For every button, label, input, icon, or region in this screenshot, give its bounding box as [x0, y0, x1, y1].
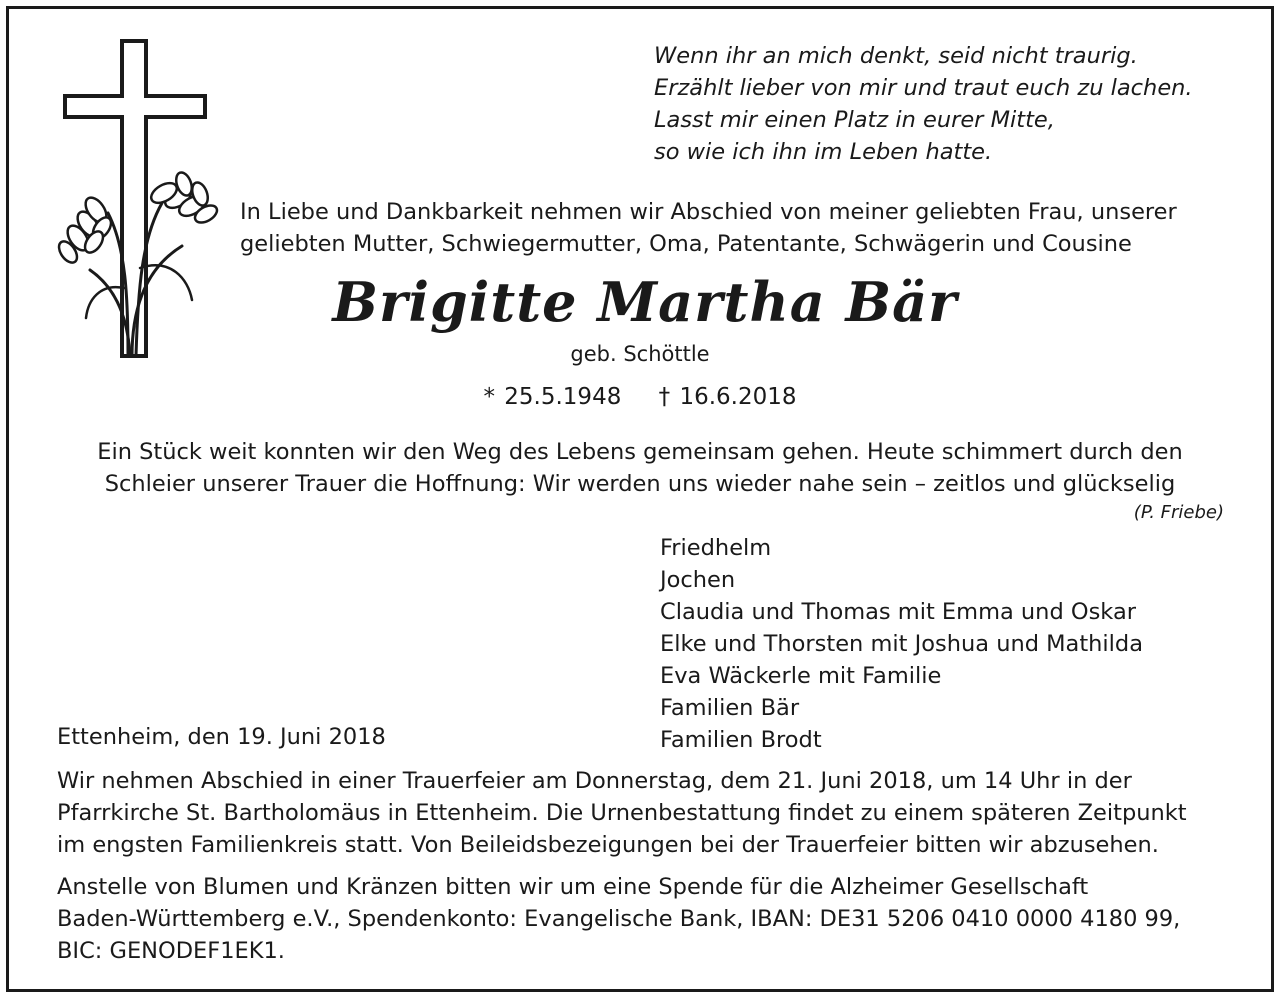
- service-line: im engsten Familienkreis statt. Von Beileidsbezeigungen bei der Trauerfeier bitten wir abzusehen.: [57, 832, 1159, 858]
- mourner: Jochen: [660, 567, 736, 593]
- poem: [654, 40, 1193, 168]
- mourner: Elke und Thorsten mit Joshua und Mathilda: [660, 631, 1144, 657]
- mourners-list: [660, 532, 1143, 756]
- poem-line: so wie ich ihn im Leben hatte.: [654, 139, 993, 165]
- service-line: Pfarrkirche St. Bartholomäus in Ettenheim. Die Urnenbestattung findet zu einem späteren Zeitpunkt: [57, 800, 1187, 826]
- donation-line: Baden-Württemberg e.V., Spendenkonto: Evangelische Bank, IBAN: DE31 5206 0410 0000 4180 99,: [57, 906, 1181, 932]
- service-info: [57, 765, 1187, 861]
- intro-line: geliebten Mutter, Schwiegermutter, Oma, Patentante, Schwägerin und Cousine: [240, 231, 1132, 257]
- poem-line: Lasst mir einen Platz in eurer Mitte,: [654, 107, 1055, 133]
- mourner: Eva Wäckerle mit Familie: [660, 663, 942, 689]
- donation-info: [57, 871, 1180, 967]
- quote-attribution: (P. Friebe): [1133, 502, 1224, 523]
- mourner: Familien Bär: [660, 695, 800, 721]
- quote-line: Schleier unserer Trauer die Hoffnung: Wir werden uns wieder nahe sein – zeitlos und glückselig: [104, 471, 1176, 497]
- mourner: Claudia und Thomas mit Emma und Oskar: [660, 599, 1136, 625]
- poem-line: Erzählt lieber von mir und traut euch zu lachen.: [654, 75, 1193, 101]
- birth-date: * 25.5.1948: [483, 384, 622, 410]
- intro-text: [240, 196, 1177, 260]
- intro-line: In Liebe und Dankbarkeit nehmen wir Abschied von meiner geliebten Frau, unserer: [240, 199, 1177, 225]
- deceased-name: Brigitte Martha Bär: [332, 270, 958, 334]
- quote: [40, 436, 1240, 500]
- donation-line: Anstelle von Blumen und Kränzen bitten wir um eine Spende für die Alzheimer Gesellschaft: [57, 874, 1089, 900]
- maiden-name: geb. Schöttle: [570, 342, 710, 366]
- life-dates: [0, 384, 1280, 410]
- quote-line: Ein Stück weit konnten wir den Weg des Lebens gemeinsam gehen. Heute schimmert durch den: [97, 439, 1183, 465]
- death-date: † 16.6.2018: [658, 384, 797, 410]
- service-line: Wir nehmen Abschied in einer Trauerfeier am Donnerstag, dem 21. Juni 2018, um 14 Uhr in der: [57, 768, 1132, 794]
- donation-line: BIC: GENODEF1EK1.: [57, 938, 285, 964]
- place-date: Ettenheim, den 19. Juni 2018: [57, 724, 386, 750]
- mourner: Familien Brodt: [660, 727, 822, 753]
- poem-line: Wenn ihr an mich denkt, seid nicht traurig.: [654, 43, 1138, 69]
- mourner: Friedhelm: [660, 535, 772, 561]
